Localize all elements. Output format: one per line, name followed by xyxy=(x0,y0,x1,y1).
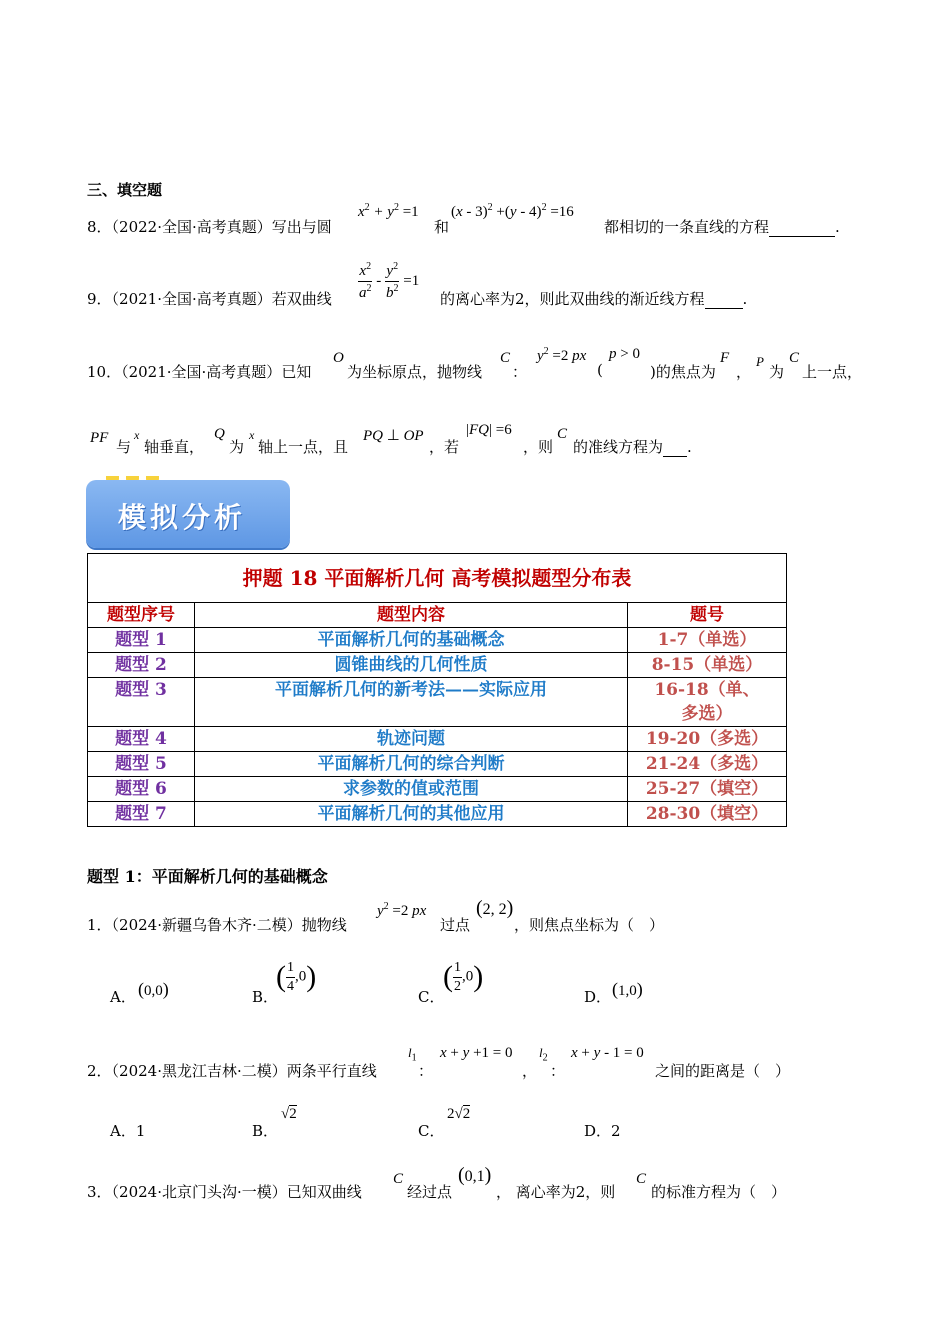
question-source: （2024·黑龙江吉林·二模） xyxy=(111,1062,287,1080)
table-cell-content: 圆锥曲线的几何性质 xyxy=(195,653,628,678)
option-a-value: (0,0) xyxy=(138,979,169,999)
question-number: 10． xyxy=(87,363,122,381)
symbol-C: C xyxy=(789,350,800,366)
formula-hyperbola: $\frac{x^2}{a^2}$ - $\frac{y^2}{b^2}$ =1 xyxy=(359,261,420,301)
table-title: 押题 18 平面解析几何 高考模拟题型分布表 xyxy=(88,554,787,603)
question-text: ， xyxy=(736,363,752,381)
question-text: 经过点 xyxy=(407,1183,453,1201)
question-9 xyxy=(87,288,332,309)
table-cell-content: 平面解析几何的综合判断 xyxy=(195,752,628,777)
question-text: 为坐标原点，抛物线 xyxy=(347,363,483,381)
type-heading: 题型 1：平面解析几何的基础概念 xyxy=(87,867,328,886)
answer-blank[interactable] xyxy=(663,442,687,457)
question-text-tail: 都相切的一条直线的方程 xyxy=(604,218,770,236)
formula-perpendicular: PQ ⊥ OP xyxy=(363,428,424,444)
table-title-row xyxy=(88,554,787,603)
option-d-value: (1,0) xyxy=(612,979,643,999)
formula-parabola: $y^2 =2$ px xyxy=(537,346,587,364)
formula-line-2: x + y - 1 = 0 xyxy=(571,1045,644,1061)
question-text-tail: 的离心率为2，则此双曲线的渐近线方程 xyxy=(440,290,705,308)
option-a[interactable]: A． xyxy=(110,988,136,1006)
table-row xyxy=(88,802,787,827)
question-text xyxy=(604,216,840,237)
question-source: （2021·全国·高考真题） xyxy=(121,363,282,381)
question-source: （2021·全国·高考真题） xyxy=(111,290,272,308)
question-text: 轴垂直， xyxy=(144,438,205,456)
option-c[interactable]: C． xyxy=(418,988,445,1006)
table-cell-content: 求参数的值或范围 xyxy=(195,777,628,802)
question-source: （2024·新疆乌鲁木齐·二模） xyxy=(111,916,302,934)
period: . xyxy=(835,218,840,236)
table-cell-type: 题型 3 xyxy=(88,678,195,727)
question-text-tail: 的准线方程为 xyxy=(573,438,664,456)
question-text: ( xyxy=(597,361,603,379)
table-cell-type: 题型 5 xyxy=(88,752,195,777)
question-text: ，则 xyxy=(523,438,554,456)
question-10 xyxy=(87,361,311,382)
table-row xyxy=(88,752,787,777)
question-text: 已知双曲线 xyxy=(286,1183,362,1201)
question-number: 2． xyxy=(87,1062,112,1080)
option-b[interactable]: B． xyxy=(252,1122,279,1140)
option-a[interactable]: A．1 xyxy=(110,1122,146,1140)
table-cell-content: 平面解析几何的其他应用 xyxy=(195,802,628,827)
table-cell-type: 题型 4 xyxy=(88,727,195,752)
table-header: 题型序号 xyxy=(88,603,195,628)
problem-1 xyxy=(87,914,347,935)
question-text: 若双曲线 xyxy=(271,290,332,308)
symbol-x: x xyxy=(249,428,255,442)
table-cell-nums: 19-20（多选） xyxy=(628,727,787,752)
table-cell-type: 题型 6 xyxy=(88,777,195,802)
formula-point: (0,1) xyxy=(458,1164,492,1186)
option-c-value: ( $\frac{1}{2}$ ,0) xyxy=(443,959,484,994)
option-d[interactable]: D．2 xyxy=(584,1122,621,1140)
table-cell-nums: 8-15（单选） xyxy=(628,653,787,678)
symbol-PF: PF xyxy=(90,430,109,446)
question-text: ，若 xyxy=(429,438,460,456)
question-text: 的标准方程为（ ） xyxy=(651,1183,787,1201)
problem-2 xyxy=(87,1060,377,1081)
symbol-x: x xyxy=(134,428,140,442)
table-row xyxy=(88,653,787,678)
question-source: （2024·北京门头沟·一模） xyxy=(111,1183,287,1201)
table-header: 题型内容 xyxy=(195,603,628,628)
table-row xyxy=(88,678,787,727)
symbol-C: C xyxy=(557,426,568,442)
question-text: 与 xyxy=(116,438,132,456)
table-cell-nums: 21-24（多选） xyxy=(628,752,787,777)
symbol-C: C xyxy=(500,350,511,366)
question-type-table xyxy=(87,553,787,827)
table-cell-content: 轨迹问题 xyxy=(195,727,628,752)
problem-3 xyxy=(87,1181,362,1202)
question-text: 已知 xyxy=(281,363,312,381)
question-text: ，则焦点坐标为（ ） xyxy=(514,916,665,934)
question-8 xyxy=(87,216,332,237)
question-number: 3． xyxy=(87,1183,112,1201)
question-text: 抛物线 xyxy=(301,916,347,934)
formula-circle-2: (x - 3)$^2$ +(y - 4)$^2$ =16 xyxy=(451,202,574,220)
question-text: 之间的距离是（ ） xyxy=(655,1062,791,1080)
answer-blank[interactable] xyxy=(769,222,835,237)
symbol-l1: $l_1$ xyxy=(408,1045,417,1064)
option-c-value: 2√2 xyxy=(447,1106,471,1122)
table-header: 题号 xyxy=(628,603,787,628)
banner-label: 模拟分析 xyxy=(118,501,247,534)
table-cell-nums: 16-18（单、多选） xyxy=(628,678,787,727)
question-text: ， xyxy=(522,1062,538,1080)
symbol-C: C xyxy=(636,1171,647,1187)
question-text xyxy=(573,436,692,457)
symbol-F: F xyxy=(720,350,730,366)
question-text: )的焦点为 xyxy=(650,363,716,381)
question-text: 两条平行直线 xyxy=(286,1062,377,1080)
question-text: 过点 xyxy=(440,916,471,934)
symbol-P: P xyxy=(756,354,764,369)
question-number: 9． xyxy=(87,290,112,308)
table-cell-type: 题型 7 xyxy=(88,802,195,827)
symbol-O: O xyxy=(333,350,344,366)
formula-FQ: |FQ| =6 xyxy=(466,422,512,438)
question-text: 为 xyxy=(769,363,785,381)
question-text: 上一点， xyxy=(802,363,863,381)
question-text: 为 xyxy=(229,438,245,456)
table-row xyxy=(88,628,787,653)
question-text xyxy=(440,288,747,309)
question-text: ： xyxy=(550,1062,566,1080)
table-cell-nums: 1-7（单选） xyxy=(628,628,787,653)
option-d[interactable]: D． xyxy=(584,988,612,1006)
option-b-value: ( $\frac{1}{4}$ ,0) xyxy=(276,959,317,994)
table-cell-type: 题型 1 xyxy=(88,628,195,653)
table-row xyxy=(88,727,787,752)
question-text: ， 离心率为2，则 xyxy=(496,1183,616,1201)
symbol-l2: $l_2$ xyxy=(539,1045,548,1064)
question-text: ： xyxy=(418,1062,434,1080)
table-row xyxy=(88,777,787,802)
question-text: 轴上一点，且 xyxy=(258,438,349,456)
formula-circle-1: $x^2 + y^2 =1$ xyxy=(358,202,419,220)
question-text: 写出与圆 xyxy=(271,218,332,236)
formula-p-positive: p > 0 xyxy=(609,346,640,362)
formula-parabola: $y^2 =2$ px xyxy=(377,901,427,919)
period: . xyxy=(742,290,748,308)
table-cell-nums: 25-27（填空） xyxy=(628,777,787,802)
table-cell-content: 平面解析几何的基础概念 xyxy=(195,628,628,653)
formula-point: (2, 2) xyxy=(476,897,514,919)
question-number: 8． xyxy=(87,218,112,236)
question-number: 1． xyxy=(87,916,112,934)
formula-line-1: x + y +1 = 0 xyxy=(440,1045,513,1061)
period: . xyxy=(687,438,692,456)
option-c[interactable]: C． xyxy=(418,1122,445,1140)
option-b[interactable]: B． xyxy=(252,988,279,1006)
question-text: ： xyxy=(512,363,528,381)
table-cell-nums: 28-30（填空） xyxy=(628,802,787,827)
table-header-row xyxy=(88,603,787,628)
question-source: （2022·全国·高考真题） xyxy=(111,218,272,236)
symbol-C: C xyxy=(393,1171,404,1187)
table-cell-content: 平面解析几何的新考法——实际应用 xyxy=(195,678,628,727)
question-text: 和 xyxy=(434,218,450,236)
table-cell-type: 题型 2 xyxy=(88,653,195,678)
symbol-Q: Q xyxy=(214,426,225,442)
section-heading: 三、填空题 xyxy=(87,181,163,199)
answer-blank[interactable] xyxy=(705,294,743,309)
option-b-value: √2 xyxy=(281,1106,297,1122)
